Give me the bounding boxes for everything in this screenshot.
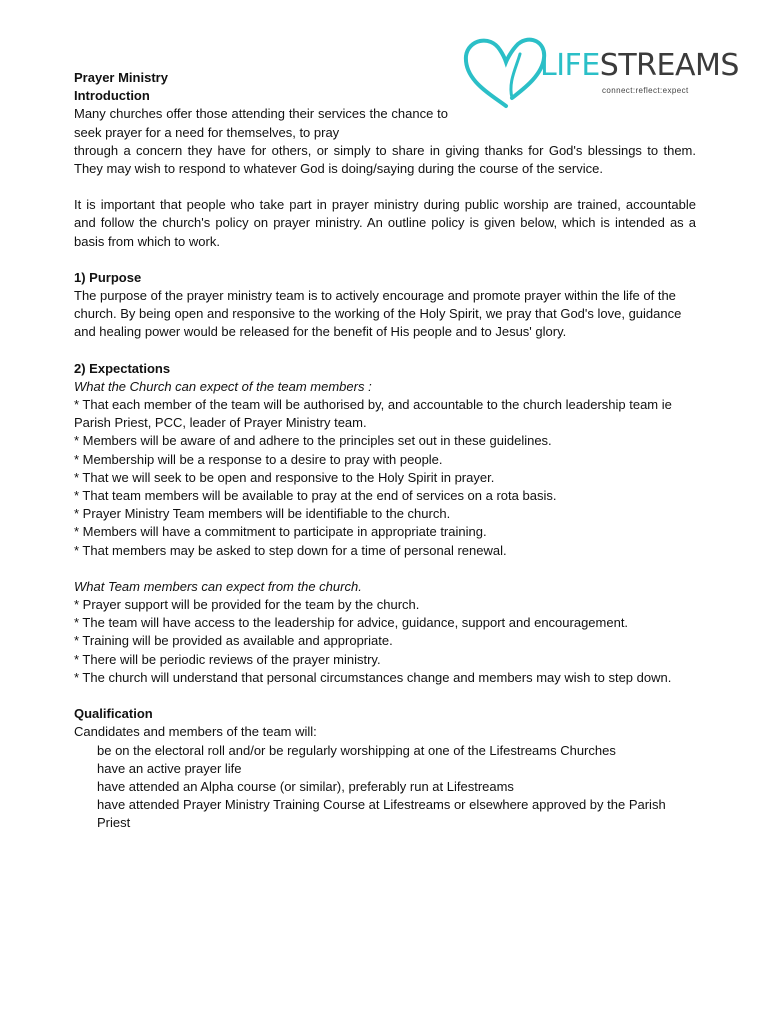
list-item: * Members will be aware of and adhere to the principles set out in these guidelines.	[74, 433, 552, 449]
list-item: * The church will understand that personal circumstances change and members may wish to step down.	[74, 669, 672, 685]
list-item: have attended an Alpha course (or similar), preferably run at Lifestreams	[97, 778, 514, 794]
qualification-heading: Qualification	[74, 706, 153, 722]
logo-wordmark: LIFESTREAMS	[540, 48, 739, 83]
list-item: * That we will seek to be open and responsive to the Holy Spirit in prayer.	[74, 469, 495, 485]
list-item: * Training will be provided as available and appropriate.	[74, 633, 393, 649]
list-item: * There will be periodic reviews of the prayer ministry.	[74, 651, 381, 667]
list-item: have attended Prayer Ministry Training Course at Lifestreams or elsewhere approved by the Parish Priest	[97, 797, 666, 831]
qualification-intro: Candidates and members of the team will:	[74, 724, 317, 740]
expectations-heading: 2) Expectations	[74, 360, 171, 376]
purpose-text: The purpose of the prayer ministry team is to actively encourage and promote prayer within the life of the church. By being open and responsive to the working of the Holy Spirit, we pray that God's love, guidance and healing power would be released for the benefit of His people and to Jesus' glory.	[74, 288, 682, 340]
introduction-para2: It is important that people who take part in prayer ministry during public worship are trained, accountable and follow the church's policy on prayer ministry. An outline policy is given below, which is intended as a basis from which to work.	[74, 197, 696, 249]
list-item: * Prayer Ministry Team members will be identifiable to the church.	[74, 506, 451, 522]
document-body	[74, 66, 696, 833]
list-item: * That team members will be available to pray at the end of services on a rota basis.	[74, 488, 557, 504]
list-item: * The team will have access to the leadership for advice, guidance, support and encouragement.	[74, 615, 629, 631]
list-item: be on the electoral roll and/or be regularly worshipping at one of the Lifestreams Churches	[97, 742, 616, 758]
list-item: * That each member of the team will be authorised by, and accountable to the church leadership team ie Parish Priest, PCC, leader of Prayer Ministry team.	[74, 397, 672, 431]
introduction-para1-b: through a concern they have for others, or simply to share in giving thanks for God's blessings to them. They may wish to respond to whatever God is doing/saying during the course of the service.	[74, 142, 696, 177]
list-item: * That members may be asked to step down for a time of personal renewal.	[74, 542, 507, 558]
logo-tagline: connect:reflect:expect	[602, 86, 689, 95]
page-title: Prayer Ministry	[74, 70, 168, 85]
list-item: * Prayer support will be provided for the team by the church.	[74, 597, 420, 613]
list-item: * Membership will be a response to a desire to pray with people.	[74, 451, 443, 467]
list-item: * Members will have a commitment to participate in appropriate training.	[74, 524, 487, 540]
introduction-heading: Introduction	[74, 88, 150, 104]
purpose-heading: 1) Purpose	[74, 269, 142, 285]
list-item: have an active prayer life	[97, 760, 242, 776]
introduction-para1-a: Many churches offer those attending their services the chance to seek prayer for a need for themselves, to pray	[74, 106, 448, 140]
church-expects-heading: What the Church can expect of the team members :	[74, 378, 372, 394]
team-expects-heading: What Team members can expect from the church.	[74, 578, 362, 594]
